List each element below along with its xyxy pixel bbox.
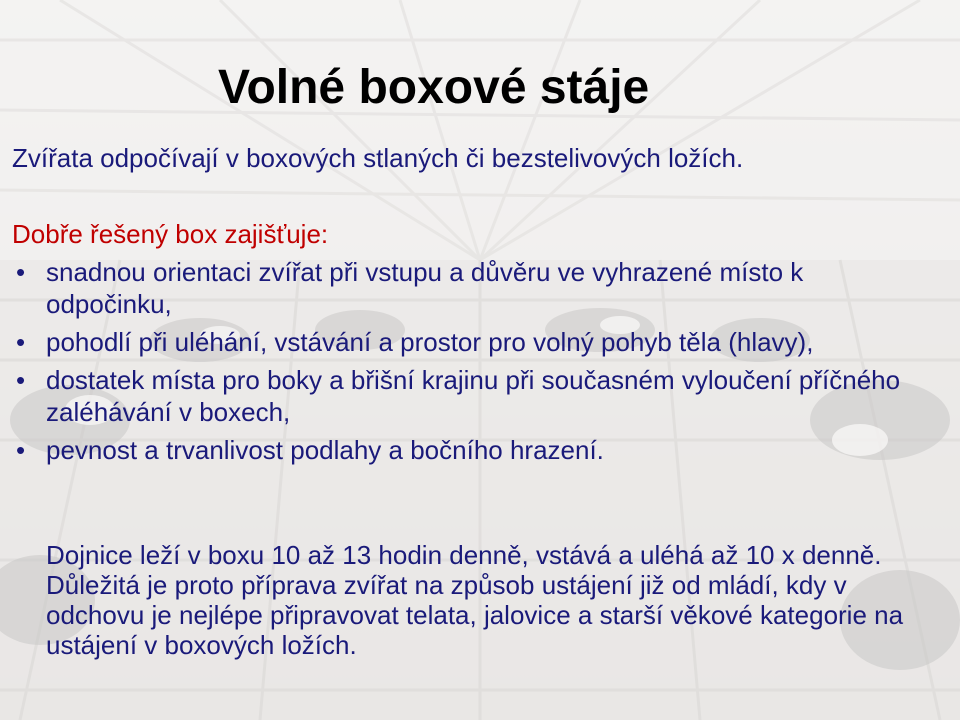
bullet-dot-icon: • <box>16 365 26 395</box>
bullet-text: pevnost a trvanlivost podlahy a bočního hrazení. <box>46 435 604 465</box>
slide-title: Volné boxové stáje <box>218 61 650 114</box>
bullet-dot-icon: • <box>16 435 26 465</box>
bullet-item <box>14 434 924 466</box>
bullet-item <box>14 256 924 320</box>
bullet-dot-icon: • <box>16 327 26 357</box>
section-heading: Dobře řešený box zajišťuje: <box>12 219 329 249</box>
bullet-item <box>14 326 924 358</box>
bullet-item <box>14 364 924 428</box>
bullet-list <box>14 256 924 472</box>
bullet-text: pohodlí při uléhání, vstávání a prostor pro volný pohyb těla (hlavy), <box>46 327 814 357</box>
slide-subtitle: Zvířata odpočívají v boxových stlaných či bezstelivových ložích. <box>12 143 744 173</box>
body-paragraph: Dojnice leží v boxu 10 až 13 hodin denně, vstává a uléhá až 10 x denně. Důležitá je proto příprava zvířat na způsob ustájení již od mládí, kdy v odchovu je nejlépe připravovat telata, jalovice a starší věkové kategorie na ustájení v boxových ložích. <box>46 540 904 660</box>
bullet-text: snadnou orientaci zvířat při vstupu a důvěru ve vyhrazené místo k odpočinku, <box>46 257 804 319</box>
bullet-text: dostatek místa pro boky a břišní krajinu při současném vyloučení příčného zaléhávání v boxech, <box>46 365 901 427</box>
bullet-dot-icon: • <box>16 257 26 287</box>
